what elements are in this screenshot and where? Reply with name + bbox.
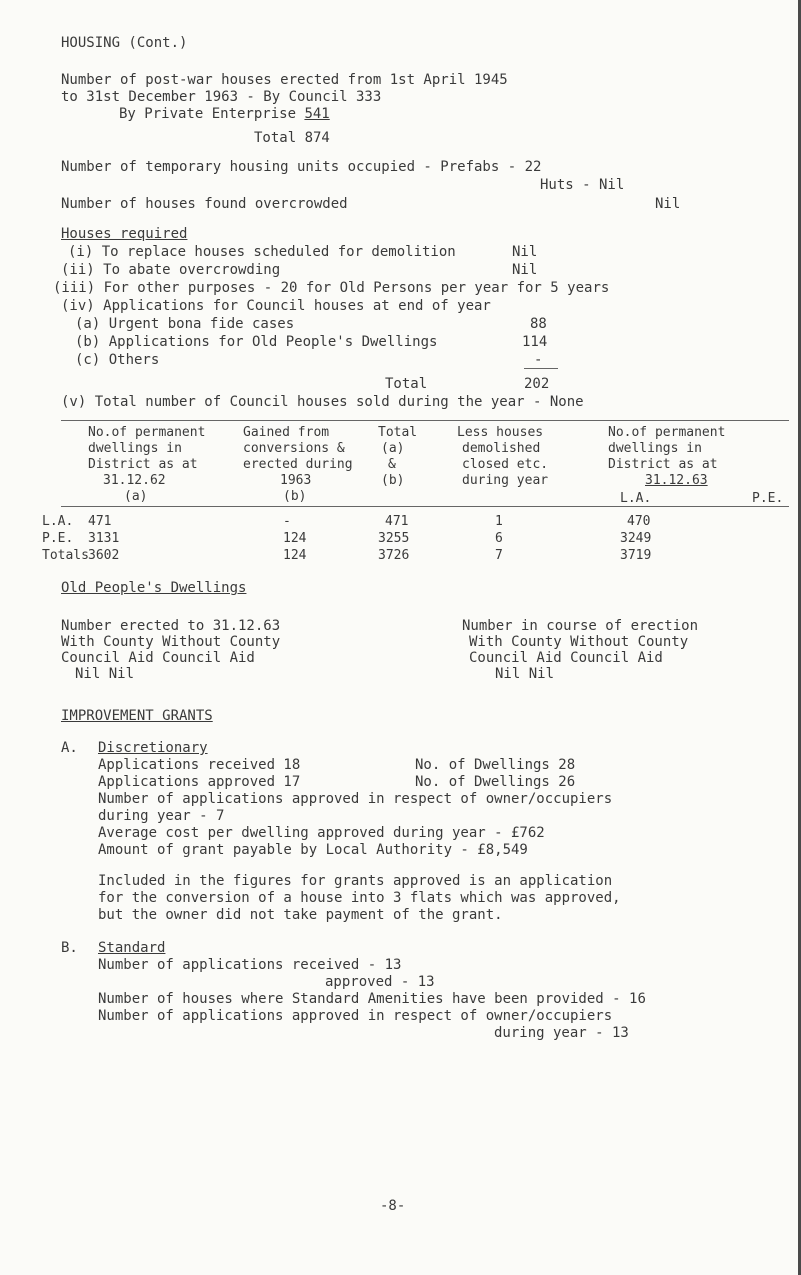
hdr-c2-4: 1963 xyxy=(280,473,312,488)
required-ii-label: (ii) To abate overcrowding xyxy=(61,262,281,278)
old-people-title: Old People's Dwellings xyxy=(61,580,247,596)
required-a-label: (a) Urgent bona fide cases xyxy=(75,316,295,332)
row-total: 3255 xyxy=(378,531,410,546)
required-v: (v) Total number of Council houses sold during the year - None xyxy=(61,394,584,410)
erected-line-2: to 31st December 1963 - By Council 333 xyxy=(61,89,382,105)
hdr-c5-sub-pe: P.E. xyxy=(752,491,784,506)
row-a: 3131 xyxy=(88,531,120,546)
row-label: Totals xyxy=(42,548,89,563)
table-top-rule xyxy=(61,420,789,421)
hdr-c5-2: dwellings in xyxy=(608,441,702,456)
required-ii-value: Nil xyxy=(512,262,538,278)
row-a: 3602 xyxy=(88,548,120,563)
required-total-value: 202 xyxy=(524,376,550,392)
required-c-label: (c) Others xyxy=(75,352,160,368)
erected-line-3 xyxy=(119,106,330,122)
hdr-c5-sub-la: L.A. xyxy=(620,491,652,506)
grants-b-received: Number of applications received - 13 xyxy=(98,957,402,973)
old-people-left-2: With County Without County xyxy=(61,634,281,650)
old-people-right-2: With County Without County xyxy=(469,634,689,650)
hdr-c3-4: (b) xyxy=(381,473,405,488)
hdr-c1-1: No.of permanent xyxy=(88,425,206,440)
row-b: 124 xyxy=(283,531,307,546)
hdr-c1-4: 31.12.62 xyxy=(103,473,166,488)
grants-b-title: Standard xyxy=(98,940,166,956)
row-label: L.A. xyxy=(42,514,74,529)
erected-line-1: Number of post-war houses erected from 1st April 1945 xyxy=(61,72,508,88)
grants-amount: Amount of grant payable by Local Authority - £8,549 xyxy=(98,842,528,858)
hdr-c2-3: erected during xyxy=(243,457,353,472)
grants-note-2: for the conversion of a house into 3 flats which was approved, xyxy=(98,890,621,906)
required-total-label: Total xyxy=(385,376,428,392)
hdr-c4-1: Less houses xyxy=(457,425,544,440)
hdr-c1-2: dwellings in xyxy=(88,441,182,456)
section-heading: HOUSING (Cont.) xyxy=(61,35,188,51)
row-b: - xyxy=(283,514,291,529)
hdr-c3-3: & xyxy=(388,457,396,472)
private-enterprise-label: By Private Enterprise xyxy=(119,106,305,122)
grants-b-amenities: Number of houses where Standard Amenities have been provided - 16 xyxy=(98,991,646,1007)
hdr-c2-1: Gained from xyxy=(243,425,330,440)
grants-a-letter: A. xyxy=(61,740,78,756)
page-number: -8- xyxy=(380,1198,406,1214)
row-total: 471 xyxy=(385,514,409,529)
hdr-c2-2: conversions & xyxy=(243,441,345,456)
grants-owner-line-2: during year - 7 xyxy=(98,808,225,824)
row-less: 7 xyxy=(495,548,503,563)
row-label: P.E. xyxy=(42,531,74,546)
table-header-rule xyxy=(61,506,789,507)
old-people-left-3: Council Aid Council Aid xyxy=(61,650,255,666)
grants-b-approved: approved - 13 xyxy=(325,974,435,990)
row-la: 470 xyxy=(627,514,651,529)
grants-note-1: Included in the figures for grants approved is an application xyxy=(98,873,613,889)
required-b-label: (b) Applications for Old People's Dwellings xyxy=(75,334,438,350)
overcrowded-label: Number of houses found overcrowded xyxy=(61,196,348,212)
hdr-c3-1: Total xyxy=(378,425,418,440)
total-rule xyxy=(524,368,558,369)
hdr-c3-2: (a) xyxy=(381,441,405,456)
overcrowded-value: Nil xyxy=(655,196,681,212)
grants-b-owner-1: Number of applications approved in respect of owner/occupiers xyxy=(98,1008,613,1024)
hdr-c1-5: (a) xyxy=(124,489,148,504)
old-people-right-1: Number in course of erection xyxy=(462,618,699,634)
hdr-c5-3: District as at xyxy=(608,457,718,472)
houses-required-title: Houses required xyxy=(61,226,188,242)
hdr-c5-1: No.of permanent xyxy=(608,425,726,440)
required-iii: (iii) For other purposes - 20 for Old Persons per year for 5 years xyxy=(53,280,610,296)
grants-average-cost: Average cost per dwelling approved during year - £762 xyxy=(98,825,545,841)
required-b-value: 114 xyxy=(522,334,548,350)
required-c-value: - xyxy=(534,352,543,368)
grants-owner-line-1: Number of applications approved in respect of owner/occupiers xyxy=(98,791,613,807)
grants-received-dwellings: No. of Dwellings 28 xyxy=(415,757,576,773)
row-la: 3719 xyxy=(620,548,652,563)
grants-a-title: Discretionary xyxy=(98,740,208,756)
grants-approved: Applications approved 17 xyxy=(98,774,301,790)
required-i-label: (i) To replace houses scheduled for demolition xyxy=(68,244,456,260)
hdr-c1-3: District as at xyxy=(88,457,198,472)
temporary-housing-line: Number of temporary housing units occupied - Prefabs - 22 xyxy=(61,159,542,175)
required-a-value: 88 xyxy=(530,316,547,332)
required-i-value: Nil xyxy=(512,244,538,260)
private-enterprise-value: 541 xyxy=(304,106,330,122)
grants-b-letter: B. xyxy=(61,940,78,956)
improvement-grants-title: IMPROVEMENT GRANTS xyxy=(61,708,213,724)
grants-b-owner-2: during year - 13 xyxy=(494,1025,629,1041)
row-a: 471 xyxy=(88,514,112,529)
row-less: 1 xyxy=(495,514,503,529)
row-total: 3726 xyxy=(378,548,410,563)
old-people-left-4: Nil Nil xyxy=(75,666,135,682)
grants-note-3: but the owner did not take payment of the grant. xyxy=(98,907,503,923)
hdr-c4-3: closed etc. xyxy=(462,457,549,472)
hdr-c5-4: 31.12.63 xyxy=(645,473,708,488)
erected-total: Total 874 xyxy=(254,130,330,146)
hdr-c4-2: demolished xyxy=(462,441,541,456)
old-people-right-3: Council Aid Council Aid xyxy=(469,650,663,666)
temporary-huts: Huts - Nil xyxy=(540,177,625,193)
hdr-c4-4: during year xyxy=(462,473,549,488)
grants-approved-dwellings: No. of Dwellings 26 xyxy=(415,774,576,790)
old-people-left-1: Number erected to 31.12.63 xyxy=(61,618,281,634)
old-people-right-4: Nil Nil xyxy=(495,666,555,682)
required-iv: (iv) Applications for Council houses at end of year xyxy=(61,298,491,314)
hdr-c2-5: (b) xyxy=(283,489,307,504)
grants-received: Applications received 18 xyxy=(98,757,301,773)
row-la: 3249 xyxy=(620,531,652,546)
row-less: 6 xyxy=(495,531,503,546)
row-b: 124 xyxy=(283,548,307,563)
